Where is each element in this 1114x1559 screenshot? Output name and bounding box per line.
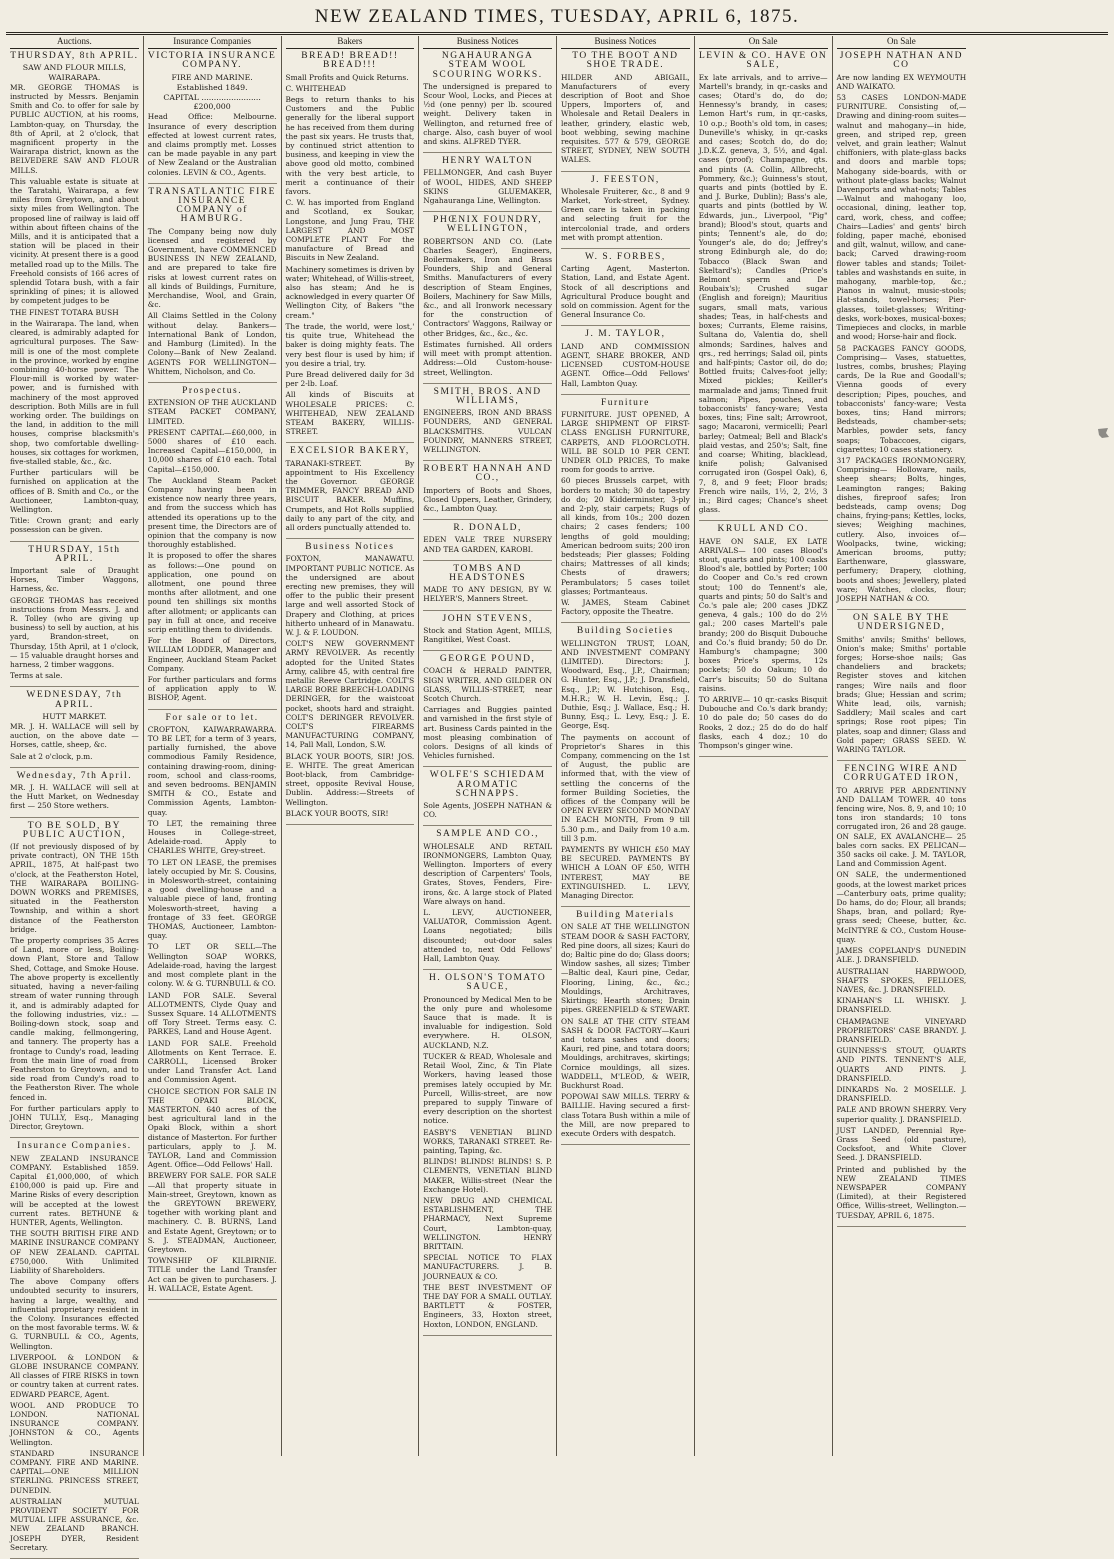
advertisement <box>10 691 139 767</box>
advertisement-text: Ex late arrivals, and to arrive—Martell's brandy, in qr.-casks and cases; Otard's do, do do; Hennessy's brandy, in cases; Lemon Hart's rum, in qr.-casks, 10 o.p.; Booth's old tom, in cases; Duneville's whisky, in qr.-casks and cases; Scotch do, do do; J.D.K.Z. geneva, 3, 5½, and 4gal. cases (proof); Champagne, qts. and pints (A. Collin, Allbrecht, Pommery, &c.); Guinness's stout, quarts and pints (bottled by E. and J. Burke, Dublin); Bass's ale, quarts and pints (bottled by W. Edwards, jun., Liverpool, "Pig" brand); Blood's stout, quarts and pints; Tennent's ale, do do; Younger's ale, do do; Jeffrey's strong Edinburgh ale, do do; Tobacco (Black Swan and Skeltard's); Candles (Price's Belmont sperm and De Roubaix's); Crushed sugar (English and foreign); Mauritius sugars, small mats, various shades; Teas, in half-chests and boxes; Currants, Eleme raisins, Sultana do, Valentia do, shell almonds; Sardines, halves and qrs., red herrings; Salad oil, pints and half-pints; Castor oil, do do; Bottled fruits; Calves-foot jelly; Mixed pickles; Keiller's marmalade and jams; Tinned fruit salmon; Pipes, pouches, and tobacconists' fancy-ware; Vesta boxes, tins; Fine salt; Arrowroot, sago; Macaroni, vermicelli; Pearl barley; Oatmeal; Bell and Black's plaid vestas, and 250's; Salt, fine and coarse; Whiting, blacklead, knife polish; Galvanised corrugated iron (Gospel Oak), 6, 7, 8, and 9 feet; Floor brads; French wire nails, 1½, 2, 2½, 3 in.; Bird cages; Chance's sheet glass. <box>698 72 828 515</box>
masthead-rule <box>6 32 1108 33</box>
section-heading: Auctions. <box>10 36 139 49</box>
column-6 <box>695 36 833 1456</box>
advertisement-text: SPECIAL NOTICE TO FLAX MANUFACTURERS. J. B. JOURNEAUX & CO. <box>423 1253 552 1281</box>
advertisement-text: Terms at sale. <box>10 671 63 681</box>
advertisement-text: GEORGE THOMAS has received instructions from Messrs. J. and R. Tolley (who are giving up business) to sell by auction, at his yard, Brandon-street, on Thursday, 15th April, at 1 o'clock, — 15 valuable draught horses and harness, 2 timber waggons. <box>10 595 139 669</box>
advertisement-text: 60 pieces Brussels carpet, with borders to match; 30 do tapestry do do; 20 Kidderminster, 3-ply and 2-ply, stair carpets; Rugs of all kinds, from 10s.; 200 dozen chairs; 2 cases fenders; 100 lengths of gold moulding; American bedroom suits; 200 iron bedsteads; Pier glasses; Folding chairs; Mattresses of all kinds; Chests of drawers; Perambulators; 5 cases toilet glasses; Portmanteaus. <box>561 476 690 596</box>
advertisement-text: POPOWAI SAW MILLS. TERRY & BAILLIE. Having secured a first-class Totara Bush within a mile of the Mill, are now prepared to execute Orders with despatch. <box>561 1092 690 1138</box>
advertisement-heading: WOLFE'S SCHIEDAM AROMATIC SCHNAPPS. <box>429 770 546 799</box>
advertisement-heading: Wednesday, 7th April. <box>16 770 133 781</box>
column-4 <box>419 36 557 1456</box>
advertisement-heading: JOSEPH NATHAN AND CO <box>839 51 963 71</box>
advertisement-text: Are now landing EX WEYMOUTH AND WAIKATO. <box>836 72 967 91</box>
advertisement <box>699 52 828 521</box>
advertisement-text: STANDARD INSURANCE COMPANY. FIRE AND MARINE. CAPITAL—ONE MILLION STERLING. PRINCESS STREET, DUNEDIN. <box>10 1448 139 1495</box>
advertisement-text: Head Office: Melbourne. Insurance of every description effected at lowest current rates, and claims promptly met. Losses can be made payable in any part of New Zealand or the Australian colonies. LEVIN & CO., Agents. <box>147 112 277 177</box>
advertisement <box>423 216 552 383</box>
advertisement-heading: BREAD! BREAD!! BREAD!!! <box>301 51 399 71</box>
advertisement-text: FURNITURE. JUST OPENED, A LARGE SHIPMENT OF FIRST-CLASS ENGLISH FURNITURE, CARPETS, AND FLOORCLOTH. WILL BE SOLD 10 PER CENT. UNDER OLD PRICES, To make room for goods to arrive. <box>561 409 690 475</box>
advertisement-text: Importers of Boots and Shoes, Closed Uppers, Leather, Grindery, &c., Lambton Quay. <box>423 485 552 513</box>
advertisement <box>423 465 552 520</box>
advertisement-text: NEW DRUG AND CHEMICAL ESTABLISHMENT, THE PHARMACY, Next Supreme Court, Lambton-quay, WELLINGTON. HENRY BRITTAIN. <box>423 1195 552 1251</box>
advertisement <box>423 655 552 767</box>
section-heading: Bakers <box>286 36 415 49</box>
advertisement-text: The Company being now duly licensed and registered by Government, have COMMENCED BUSINESS IN NEW ZEALAND, and are prepared to take fire risks at lowest current rates on all kinds of Buildings, Furniture, Merchandise, Wool, and Grain, &c. <box>147 226 277 310</box>
advertisement <box>561 52 690 171</box>
advertisement-subheading: Established 1849. <box>176 82 248 92</box>
column-3 <box>282 36 420 1456</box>
advertisement <box>561 399 690 624</box>
advertisement-text: It is proposed to offer the shares as follows:—One pound on application, one pound on allotment, one pound three months after allotment, and one pound ten shillings six months after allotment; or applicants can pay in full at once, and receive scrip entitling them to dividends. <box>147 551 277 634</box>
advertisement-heading: W. S. FORBES, <box>585 252 666 263</box>
advertisement-text: The undersigned is prepared to Scour Wool, Locks, and Pieces at ½d (one penny) per lb. scoured weight. Delivery taken in Wellington, and returned free of charge. Also, cash buyer of wool and skins. ALFRED TYER. <box>423 81 552 147</box>
advertisement-text: All Claims Settled in the Colony without delay. Bankers—International Bank of London, and Hamburg (Limited). In the Colony—Bank of New Zealand. AGENTS FOR WELLINGTON—Whittem, Nicholson, and Co. <box>147 311 277 376</box>
masthead-title: NEW ZEALAND TIMES, TUESDAY, APRIL 6, 1875. <box>314 6 800 27</box>
advertisement-text: 53 CASES LONDON-MADE FURNITURE. Consisting of,—Drawing and dining-room suites—walnut and mahogany—in hide, green, and striped rep, green velvet, and grain leather; Walnut chiffoniers, with plate-glass backs and doors and marble tops; Mahogany side-boards, with or without plate-glass backs; Walnut Davenports and what-nots; Tables—Walnut and mahogany loo, occasional, dining, leather top, card, work, chess, and coffee; Chairs—Ladies' and gents' birch folding, paper maché, ebonised and gilt, walnut, willow, and cane-back; Carved drawing-room flower tables and stands; Toilet-tables and washstands en suite, in mahogany, marble-top, &c.; Pianos in walnut, music-stools; Hat-stands, towel-horses; Pier-glasses, toilet-glasses; Writing-desks, work-boxes, musical-boxes; Timepieces and clocks, in marble and wood; Horse-hair and flock. <box>836 93 967 342</box>
advertisement-text: DINKARDS No. 2 MOSELLE. J. DRANSFIELD. <box>836 1084 967 1104</box>
advertisement-heading: VICTORIA INSURANCE COMPANY. <box>147 51 277 71</box>
advertisement-heading: TRANSATLANTIC FIRE INSURANCE COMPANY of HAMBURG. <box>148 186 276 225</box>
advertisement-text: GUINNESS'S STOUT, QUARTS AND PINTS. TENNENT'S ALE, QUARTS AND PINTS. J. DRANSFIELD. <box>836 1046 967 1083</box>
advertisement-heading: H. OLSON'S TOMATO SAUCE, <box>429 973 547 993</box>
advertisement-text: C. W. has imported from England and Scotland, ex Soukar, Longstone, and Jung Frau, THE LARGEST AND MOST COMPLETE PLANT For the manufacture of Bread and Biscuits in New Zealand. <box>285 198 415 263</box>
advertisement <box>423 771 552 826</box>
advertisement-text: KINAHAN'S LL WHISKY. J. DRANSFIELD. <box>836 996 967 1015</box>
section-heading: Business Notices <box>561 36 690 49</box>
advertisement-text: TO LET, the remaining three Houses in College-street, Adelaide-road. Apply to CHARLES WHITE, Grey-street. <box>147 818 277 856</box>
advertisement-text: MR. GEORGE THOMAS is instructed by Messrs. Benjamin Smith and Co. to offer for sale by PUBLIC AUCTION, at his rooms, Lambton-quay, on Thursday, the 8th of April, at 2 o'clock, that magnificent property in the Wairarapa district, known as the BELVEDERE SAW AND FLOUR MILLS. <box>10 82 139 175</box>
section-heading: On Sale <box>699 36 828 49</box>
advertisement-text: The Auckland Steam Packet Company having been in existence now nearly three years, and from the success which has attended its operations up to the present time, the Directors are of opinion that the company is now thoroughly established. <box>147 475 277 550</box>
section-heading: On Sale <box>837 36 967 49</box>
advertisement-text: 58 PACKAGES FANCY GOODS, Comprising— Vases, statuettes, lustres, combs, brushes; Playing cards, De la Rue and Goodall's; Vienna goods of every description; Pipes, pouches, and tobacconists' fancy-ware; Vesta boxes, tins; Hand mirrors; Bedsteads, chamber-sets; Marbles, powder sets, fancy soaps; Tobaccoes, cigars, cigarettes; 10 cases stationery. <box>836 343 967 454</box>
advertisement-text: WELLINGTON TRUST, LOAN, AND INVESTMENT COMPANY (LIMITED). Directors: J. Woodward, Esq., J.P., Chairman; G. Hunter, Esq., J.P.; J. Dransfield, Esq., J.P.; W. Hutchison, Esq., M.H.R.; W. H. Levin, Esq.; J. Duthie, Esq.; J. Wallace, Esq.; H. Bunny, Esq.; L. Levy, Esq.; J. E. George, Esq. <box>561 638 690 731</box>
advertisement-text: ENGINEERS, IRON AND BRASS FOUNDERS, AND GENERAL BLACKSMITHS. VULCAN FOUNDRY, MANNERS STREET, WELLINGTON. <box>423 408 552 454</box>
advertisement-text: TO ARRIVE— 10 qr.-casks Bisquit Dubouche and Co.'s dark brandy; 10 do pale do; 50 cases do do Rooks, 2 doz.; 25 do do do half flasks, each 4 doz.; 10 do Thompson's ginger wine. <box>698 695 828 751</box>
advertisement <box>286 52 415 443</box>
advertisement-text: WHOLESALE AND RETAIL IRONMONGERS, Lambton Quay, Wellington. Importers of every description of Carpenters' Tools, Grates, Stoves, Fenders, Fire-irons, &c. A large stock of Plated Ware always on hand. <box>423 841 552 906</box>
advertisement-text: MR. J. H. WALLACE will sell by auction, on the above date — Horses, cattle, sheep, &c. <box>10 722 139 750</box>
advertisement <box>286 543 415 825</box>
column-5 <box>557 36 695 1456</box>
advertisement-text: PALE AND BROWN SHERRY. Very superior quality. J. DRANSFIELD. <box>836 1105 967 1124</box>
advertisement <box>148 387 277 710</box>
advertisement-text: Carting Agent, Masterton. Station, Land, and Estate Agent. Stock of all descriptions and Agricultural Produce bought and sold on commission. Agent for the General Insurance Co. <box>561 264 690 320</box>
advertisement-heading: Building Societies <box>576 626 674 637</box>
advertisement-subheading: CAPITAL ........................ £200,000 <box>163 93 261 112</box>
advertisement-text: Small Profits and Quick Returns. <box>285 72 409 82</box>
advertisement-heading: For sale or to let. <box>165 712 259 723</box>
advertisement <box>423 524 552 561</box>
advertisement <box>423 974 552 1336</box>
advertisement-text: (If not previously disposed of by private contract), ON THE 15th APRIL, 1875, At half-past two o'clock, at the Featherston Hotel, THE WAIRARAPA BOILING-DOWN WORKS and PREMISES, situated in the Featherston Township, and within a short distance of the Featherston bridge. <box>10 842 139 934</box>
advertisement-heading: LEVIN & CO. HAVE ON SALE, <box>698 51 828 71</box>
advertisement-text: The trade, the world, were lost,' tis quite true, Whitehead the baker is doing mighty feats. The very best flour is used by him; if you desire a trial, try. <box>285 321 415 368</box>
advertisement <box>561 253 690 326</box>
advertisement <box>561 330 690 394</box>
advertisement <box>561 911 690 1145</box>
advertisement-text: The above Company offers undoubted security to insurers, having a large, wealthy, and influential proprietary resident in the Colony. Insurances effected on the most favorable terms. W. & G. TURNBULL & CO., Agents, Wellington. <box>10 1277 139 1351</box>
advertisement <box>10 822 139 1139</box>
advertisement-text: CHAMPAGNE VINEYARD PROPRIETORS' CASE BRANDY. J. DRANSFIELD. <box>836 1016 967 1044</box>
advertisement-text: Wholesale Fruiterer, &c., 8 and 9 Market, York-street, Sydney. Green care is taken in packing and selecting fruit for the intercolonial trade, and orders met with prompt attention. <box>561 186 690 242</box>
advertisement-text: 317 PACKAGES IRONMONGERY, Comprising— Holloware, nails, sheep shears; Bolts, hinges, Leamington ranges; Baking dishes, fireproof safes; Iron bedsteads, camp ovens; Dog chains, frying-pans; Kettles, locks, sieves; Weighing machines, cutlery. Also, invoices of—Woolpacks, twine, wicking; American brooms, putty; Earthenware, glassware, perfumery; Drapery, clothing, boots and shoes; Jewellery, plated ware; Watches, clocks, flour; JOSEPH NATHAN & CO. <box>836 455 967 603</box>
advertisement-text: ON SALE AT THE CITY STEAM SASH & DOOR FACTORY—Kauri and totara sashes and doors; Kauri, red pine, and totara doors; Mouldings, architraves, skirtings; Cornice mouldings, all sizes. WADDELL, M'LEOD, & WEIR, Buckhurst Road. <box>561 1016 690 1090</box>
advertisement-text: For further particulars and forms of application apply to W. BISHOP, Agent. <box>147 675 277 703</box>
advertisement <box>699 525 828 757</box>
advertisement-text: All kinds of Biscuits at WHOLESALE PRICES: C. WHITEHEAD, NEW ZEALAND STEAM BAKERY, WILLIS-STREET. <box>285 390 415 437</box>
advertisement-heading: SAMPLE AND CO., <box>436 829 539 840</box>
advertisement <box>837 52 967 610</box>
advertisement-subheading: HUTT MARKET. <box>42 711 107 721</box>
advertisement-heading: Building Materials <box>576 910 675 921</box>
advertisement-heading: TO THE BOOT AND SHOE TRADE. <box>572 51 679 71</box>
columns-container <box>6 36 1108 1552</box>
advertisement-heading: ON SALE BY THE UNDERSIGNED, <box>853 613 950 633</box>
advertisement-text: Sale at 2 o'clock, p.m. <box>10 751 93 761</box>
advertisement-text: EASBY'S VENETIAN BLIND WORKS, TARANAKI STREET. Re-painting, Taping, &c. <box>423 1127 552 1155</box>
advertisement-heading: GEORGE POUND, <box>439 654 536 665</box>
advertisement-text: PRESENT CAPITAL—£60,000, in 5000 shares of £10 each. Increased Capital—£150,000, in 10,000 shares of £10 each. Total Capital—£150,000. <box>147 427 277 474</box>
advertisement-text: W. JAMES, Steam Cabinet Factory, opposite the Theatre. <box>561 597 690 617</box>
advertisement-text: COLT'S NEW GOVERNMENT ARMY REVOLVER. As recently adopted for the United States Army, calibre 45, with central fire metallic Reeve Cartridge. COLT'S LARGE BORE BREECH-LOADING DERINGER, for the waistcoat pocket, shoots hard and straight. COLT'S DERINGER REVOLVER. COLT'S FIREARMS MANUFACTURING COMPANY, 14, Pall Mall, London, S.W. <box>285 639 415 750</box>
advertisement-text: Carriages and Buggies painted and varnished in the first style of art. Business Cards painted in the most pleasing combination of colors. Designs of all kinds of Vehicles furnished. <box>423 705 552 761</box>
advertisement-text: TO ARRIVE PER ARDENTINNY AND DALLAM TOWER. 40 tons fencing wire, Nos. 8, 9, and 10; 10 tons iron standards; 10 tons corrugated iron, 26 and 28 gauge. ON SALE, EX AVALANCHE— 25 bales corn sacks. EX PELICAN— 350 sacks oil cake. J. M. TAYLOR, Land and Commission Agent. <box>836 785 967 869</box>
column-2 <box>144 36 282 1456</box>
advertisement-text: Important sale of Draught Horses, Timber Waggons, Harness, &c. <box>10 565 139 594</box>
advertisement-heading: JOHN STEVENS, <box>442 613 533 624</box>
advertisement <box>837 765 967 1227</box>
advertisement-text: The payments on account of Proprietor's Shares in this Company, commencing on the 1st of August, the public are informed that, with the view of settling the concerns of the former Building Societies, the offices of the Company will be OPEN EVERY SECOND MONDAY IN EACH MONTH, From 9 till 5.30 p.m., and Daily from 10 a.m. till 3 p.m. <box>561 732 690 843</box>
advertisement-heading: Business Notices <box>305 542 395 553</box>
advertisement-heading: WEDNESDAY, 7th APRIL. <box>26 690 123 710</box>
advertisement-heading: THURSDAY, 8th APRIL. <box>10 51 139 62</box>
advertisement <box>148 52 277 184</box>
advertisement <box>148 188 277 383</box>
advertisement-text: MADE TO ANY DESIGN, BY W. HELYER'S, Manners Street. <box>423 585 552 604</box>
advertisement <box>423 52 552 153</box>
advertisement <box>10 546 139 688</box>
advertisement-text: Machinery sometimes is driven by water; Whitehead, of Willis-street, also has steam; And he is acknowledged in every quarter Of Wellington City, of Bakers "the cream." <box>285 264 415 320</box>
advertisement <box>286 447 415 539</box>
advertisement-text: FOXTON, MANAWATU. IMPORTANT PUBLIC NOTICE. As the undersigned are about erecting new premises, they will offer to the public their present large and well assorted Stock of Drapery and Clothing, at prices hitherto unheard of in Manawatu. W. J. & F. LOUDON. <box>285 554 415 637</box>
advertisement-text: THE BEST INVESTMENT OF THE DAY FOR A SMALL OUTLAY. BARTLETT & FOSTER, Engineers, 33, Hoxton street, Hoxton, LONDON, ENGLAND. <box>423 1282 552 1329</box>
advertisement-text: Begs to return thanks to his Customers and the Public generally for the liberal support he has received from them during the past six years. He trusts that, by continued strict attention to business, and keeping in view the above good old motto, combined with the very best article, to merit a continuance of their favors. <box>285 95 415 197</box>
advertisement-text: BLACK YOUR BOOTS, SIR! JOS. E. WHITE. The great American Boot-black, from Cambridge-street, opposite Revival House, Dublin. Address:—Streets of Wellington. <box>285 751 415 807</box>
advertisement <box>10 1142 139 1559</box>
advertisement <box>423 388 552 461</box>
advertisement-text: ROBERTSON AND CO. (Late Charles Seager), Engineers, Boilermakers, Iron and Brass Founders, Ship and General Smiths. Manufacturers of every description of Steam Engines, Boilers, Machinery for Saw Mills, &c., and all Ironwork necessary for the construction of Contractors' Waggons, Railway or other Bridges, &c., &c., &c. <box>423 236 552 338</box>
advertisement-text: TO LET ON LEASE, the premises lately occupied by Mr. S. Cousins, in Molesworth-street, containing a good dwelling-house and a valuable piece of land, fronting Molesworth-street, having a frontage of 33 feet. GEORGE THOMAS, Auctioneer, Lambton-quay. <box>147 857 277 941</box>
advertisement-heading: R. DONALD, <box>453 523 522 534</box>
advertisement-text: THE SOUTH BRITISH FIRE AND MARINE INSURANCE COMPANY OF NEW ZEALAND. CAPITAL £750,000. With Unlimited Liability of Shareholders. <box>10 1229 139 1275</box>
advertisement <box>423 157 552 212</box>
advertisement-text: Printed and published by the NEW ZEALAND TIMES NEWSPAPER COMPANY (Limited), at their Registered Office, Willis-street, Wellington.—TUESDAY, APRIL 6, 1875. <box>836 1164 967 1220</box>
advertisement-heading: KRULL AND CO. <box>717 524 809 535</box>
advertisement <box>561 176 690 249</box>
section-heading: Business Notices <box>423 36 552 49</box>
advertisement-text: LIVERPOOL & LONDON & GLOBE INSURANCE COMPANY. All classes of FIRE RISKS in town or country taken at current rates. EDWARD PEARCE, Agent. <box>10 1352 139 1399</box>
advertisement-text: BREWERY FOR SALE. FOR SALE—All that property situate in Main-street, Greytown, known as the GREYTOWN BREWERY, together with working plant and machinery. C. B. BURNS, Land and Estate Agent, Greytown; or to S. J. STEADMAN, Auctioneer, Greytown. <box>147 1171 277 1254</box>
advertisement-text: TO LET OR SELL—The Wellington SOAP WORKS, Adelaide-road, having the largest and most complete plant in the colony. W. & G. TURNBULL & CO. <box>147 942 277 989</box>
advertisement-heading: PHŒNIX FOUNDRY, WELLINGTON, <box>433 215 543 235</box>
advertisement-text: Estimates furnished. All orders will meet with prompt attention. Address:—Old Custom-house-street, Wellington. <box>423 339 552 377</box>
advertisement-heading: HENRY WALTON <box>442 156 534 167</box>
advertisement-text: HILDER AND ABIGAIL, Manufacturers of every description of Boot and Shoe Uppers, Importers of, and Wholesale and Retail Dealers in leather, grindery, elastic web, boot webbing, sewing machine requisites. 577 & 579, GEORGE STREET, SYDNEY, NEW SOUTH WALES. <box>561 72 690 165</box>
advertisement-heading: EXCELSIOR BAKERY, <box>289 446 410 457</box>
advertisement-text: This valuable estate is situate at the Taratahi, Wairarapa, a few miles from Greytown, and about sixty miles from Wellington. The proposed line of railway is laid off within about fifteen chains of the Mills, and it is anticipated that a station will be placed in their vicinity. At present there is a good metalled road up to the Mills. The Freehold consists of 166 acres of splendid Totara bush, with a fair sprinkling of pines; it is allowed by competent judges to be <box>10 176 139 306</box>
advertisement-heading: NGAHAURANGA STEAM WOOL SCOURING WORKS. <box>432 51 543 80</box>
advertisement-text: Sole Agents, JOSEPH NATHAN & CO. <box>423 801 552 820</box>
advertisement-text: For further particulars apply to JOHN TULLY, Esq., Managing Director, Greytown. <box>10 1103 139 1132</box>
advertisement <box>423 565 552 611</box>
advertisement-text: WOOL AND PRODUCE TO LONDON. NATIONAL INSURANCE COMPANY. JOHNSTON & CO., Agents Wellington. <box>10 1400 139 1447</box>
advertisement <box>148 714 277 1300</box>
column-7 <box>833 36 971 1456</box>
advertisement-heading: J. FEESTON, <box>590 174 660 185</box>
advertisement-text: AUSTRALIAN MUTUAL PROVIDENT SOCIETY FOR MUTUAL LIFE ASSURANCE, &c. NEW ZEALAND BRANCH. JOSEPH DYER, Resident Secretary. <box>10 1496 139 1552</box>
advertisement <box>423 830 552 970</box>
advertisement-heading: TOMBS AND HEADSTONES <box>449 563 527 583</box>
advertisement-text: Stock and Station Agent, MILLS, Rangitikei, West Coast. <box>423 625 552 644</box>
advertisement-text: LAND AND COMMISSION AGENT, SHARE BROKER, AND LICENSED CUSTOM-HOUSE AGENT. Office—Odd Fellows' Hall, Lambton Quay. <box>561 341 690 388</box>
advertisement-text: LAND FOR SALE. Several ALLOTMENTS, Clyde Quay and Sussex Square. 14 ALLOTMENTS off Tory Street. Terms easy. C. PARKES, Land and House Agent. <box>147 990 277 1037</box>
advertisement-text: PAYMENTS BY WHICH £50 MAY BE SECURED. PAYMENTS BY WHICH A LOAN OF £50, WITH INTEREST, MAY BE EXTINGUISHED. L. LEVY, Managing Director. <box>561 845 690 901</box>
advertisement-text: COACH & HERALD PAINTER, SIGN WRITER, AND GILDER ON GLASS, WILLIS-STREET, near Scotch Church. <box>423 666 552 703</box>
advertisement-heading: Furniture <box>600 397 650 408</box>
advertisement-text: Further particulars will be furnished on application at the offices of B. Smith and Co., or the Auctioneer, Lambton-quay, Wellington. <box>10 468 139 514</box>
masthead-rule-2 <box>6 34 1108 35</box>
advertisement-text: BLINDS! BLINDS! BLINDS! S. P. CLEMENTS, VENETIAN BLIND MAKER, Willis-street (Near the Exchange Hotel). <box>423 1157 552 1194</box>
advertisement-text: in the Wairarapa. The land, when cleared, is admirably adapted for agricultural purposes. The Saw-mill is one of the most complete in the province, worked by engine combining 40-horse power. The Flour-mill is worked by water-power, and is furnished with machinery of the most approved description. Both Mills are in full working order. The buildings on the land, in addition to the mill houses, comprise blacksmith's shop, two comfortable dwelling-houses, six cottages for workmen, five-stalled stable, &c., &c. <box>10 318 139 466</box>
advertisement-text: JAMES COPELAND'S DUNEDIN ALE. J. DRANSFIELD. <box>836 946 967 965</box>
advertisement-text: MR. J. H. WALLACE will sell at the Hutt Market, on Wednesday first — 250 Store wethers. <box>10 783 139 811</box>
advertisement-text: EDEN VALE TREE NURSERY AND TEA GARDEN, KAROBI. <box>423 535 552 554</box>
advertisement-text: CROFTON, KAIWARRAWARRA. TO BE LET, for a term of 3 years, partially furnished, the above commodious Family Residence, containing drawing-room, dining-room, school and class-rooms, and seven bedrooms. BENJAMIN SMITH & CO., Estate and Commission Agents, Lambton-quay. <box>147 724 277 817</box>
advertisement-text: L. LEVY, AUCTIONEER, VALUATOR, Commission Agent. Loans negotiated; bills discounted; out-door sales attended to, next Odd Fellows' Hall, Lambton Quay. <box>423 908 552 964</box>
advertisement <box>837 614 967 761</box>
section-heading: Insurance Companies <box>148 36 277 49</box>
advertisement-text: FELLMONGER, And cash Buyer of WOOL, HIDES, AND SHEEP SKINS GLUEMAKER, Ngahauranga Line, Wellington. <box>423 168 552 206</box>
advertisement-heading: J. M. TAYLOR, <box>585 329 666 340</box>
advertisement-heading: THURSDAY, 15th APRIL. <box>28 544 121 564</box>
advertisement <box>561 627 690 907</box>
advertisement-heading: ROBERT HANNAH AND CO., <box>423 464 552 484</box>
advertisement-text: TARANAKI-STREET. By appointment to His Excellency the Governor. GEORGE TRIMMER, FANCY BREAD AND BISCUIT BAKER. Muffins, Crumpets, and Hot Rolls supplied daily to any part of the city, and all orders punctually attended to. <box>285 458 415 532</box>
advertisement-text: AUSTRALIAN HARDWOOD, SHAFTS SPOKES, FELLOES, NAVES, &c. J. DRANSFIELD. <box>836 966 967 994</box>
advertisement-text: C. WHITEHEAD <box>285 83 346 93</box>
advertisement-text: LAND FOR SALE. Freehold Allotments on Kent Terrace. E. CARROLL, Licensed Broker under Land Transfer Act. Land and Commission Agent. <box>147 1038 277 1085</box>
advertisement-text: NEW ZEALAND INSURANCE COMPANY. Established 1859. Capital £1,000,000, of which £100,000 is paid up. Fire and Marine Risks of every description will be accepted at the lowest current rates. BETHUNE & HUNTER, Agents, Wellington. <box>10 1153 139 1227</box>
advertisement-text: ON SALE AT THE WELLINGTON STEAM DOOR & SASH FACTORY, Red pine doors, all sizes; Kauri do do; Baltic pine do do; Glass doors; Window sashes, all sizes; Timber—Baltic deal, Kauri pine, Cedar, Flooring, Lining, &c., &c.; Mouldings, Architraves, Skirtings; Hearth stones; Drain pipes. GREENFIELD & STEWART. <box>561 922 690 1015</box>
advertisement-text: Pure Bread delivered daily for 3d per 2-lb. Loaf. <box>285 369 415 389</box>
column-1 <box>6 36 144 1552</box>
advertisement-text: Pronounced by Medical Men to be the only pure and wholesome Sauce that is made. It is invaluable for indigestion. Sold everywhere. H. OLSON, AUCKLAND, N.Z. <box>423 994 553 1050</box>
advertisement-text: TUCKER & READ, Wholesale and Retail Wool, Zinc, & Tin Plate Workers, having leased those premises lately occupied by Mr. Purcell, Willis-street, are now prepared to supply Tinware of every description on the shortest notice. <box>423 1051 552 1126</box>
advertisement-text: TOWNSHIP OF KILBIRNIE. TITLE under the Land Transfer Act can be given to purchasers. J. H. WALLACE, Estate Agent. <box>147 1256 277 1293</box>
advertisement-text: CHOICE SECTION FOR SALE IN THE OPAKI BLOCK, MASTERTON. 640 acres of the best agricultural land in the Opaki Block, within a short distance of Masterton. For further particulars, apply to J. M. TAYLOR, Land and Commission Agent. Office—Odd Fellows' Hall. <box>147 1086 277 1170</box>
advertisement <box>10 772 139 818</box>
advertisement-text: BLACK YOUR BOOTS, SIR! <box>285 808 389 818</box>
advertisement-text: EXTENSION OF THE AUCKLAND STEAM PACKET COMPANY, LIMITED. <box>147 398 277 426</box>
advertisement <box>423 615 552 652</box>
advertisement-heading: Insurance Companies. <box>17 1141 132 1152</box>
advertisement-heading: SMITH, BROS. AND WILLIAMS, <box>433 386 542 406</box>
advertisement-text: THE FINEST TOTARA BUSH <box>10 307 119 317</box>
advertisement-heading: Prospectus. <box>182 385 243 396</box>
advertisement-text: JUST LANDED, Perennial Rye-Grass Seed (old pasture), Cocksfoot, and White Clover Seed. J. DRANSFIELD. <box>836 1125 967 1163</box>
advertisement-heading: TO BE SOLD, BY PUBLIC AUCTION, <box>22 820 126 840</box>
advertisement-heading: FENCING WIRE AND CORRUGATED IRON, <box>843 764 960 784</box>
advertisement-text: Smiths' anvils; Smiths' bellows, Onion's make; Smiths' portable forges; Horse-shoe nails; Gas chandeliers and brackets; Register stoves and kitchen ranges; Wire nails and floor brads; Glue; Hessian and scrim; White lead, oils, varnish; Saddlery; Mail scales and cart springs; Rose root pipes; Tin plates, soap and dinner; Glass and Gold paper; GRASS SEED. W. WARING TAYLOR. <box>836 634 967 755</box>
advertisement-text: HAVE ON SALE, EX LATE ARRIVALS— 100 cases Blood's stout, quarts and pints; 100 casks Blood's ale, bottled by Porter; 100 do Cooper and Co.'s red crown stout; 100 do Tennent's ale, quarts and pints; 50 do Salt's and Co.'s pale ale; 200 cases JDKZ geneva, 4 gals.; 100 do do 2½ gal.; 200 cases Martell's pale brandy; 200 do Bisquit Dubouche and Co.'s fluid brandy; 50 do Dr. Hamburg's champagne; 300 boxes Price's sperms, 12s pockets; 50 do Oakum; 10 do Carr's biscuits; 50 do Sultana raisins. <box>698 536 828 693</box>
advertisement-text: Title: Crown grant; and early possession can be given. <box>10 516 139 535</box>
advertisement-subheading: SAW AND FLOUR MILLS, WAIRARAPA. <box>22 63 126 82</box>
advertisement-subheading: FIRE AND MARINE. <box>171 72 253 82</box>
advertisement-text: For the Board of Directors, WILLIAM LODDER, Manager and Engineer, Auckland Steam Packet Company. <box>147 636 277 673</box>
advertisement <box>10 52 139 541</box>
advertisement-text: The property comprises 35 Acres of Land, more or less, Boiling-down Plant, Store and Tallow Shed, Cottage, and Smoke House. The above property is excellently situated, having a never-failing stream of water running through it, and is admirably adapted for the following industries, viz.: — Boiling-down stock, soap and candle making, fellmongering, and tannery. The property has a frontage to Cundy's road, leading from the main line of road from Featherston to Greytown, and to side road from Cundy's road to the Featherston River. The whole fenced in. <box>10 936 139 1102</box>
ink-smudge-icon <box>1096 426 1110 440</box>
advertisement-text: ON SALE, the undermentioned goods, at the lowest market prices—Canterbury oats, prime quality; Do hams, do do; Flour, all brands; Shaps, bran, and pollard; Rye-grass seed; Cheese, butter, &c. McINTYRE & CO., Custom House-quay. <box>836 870 967 944</box>
